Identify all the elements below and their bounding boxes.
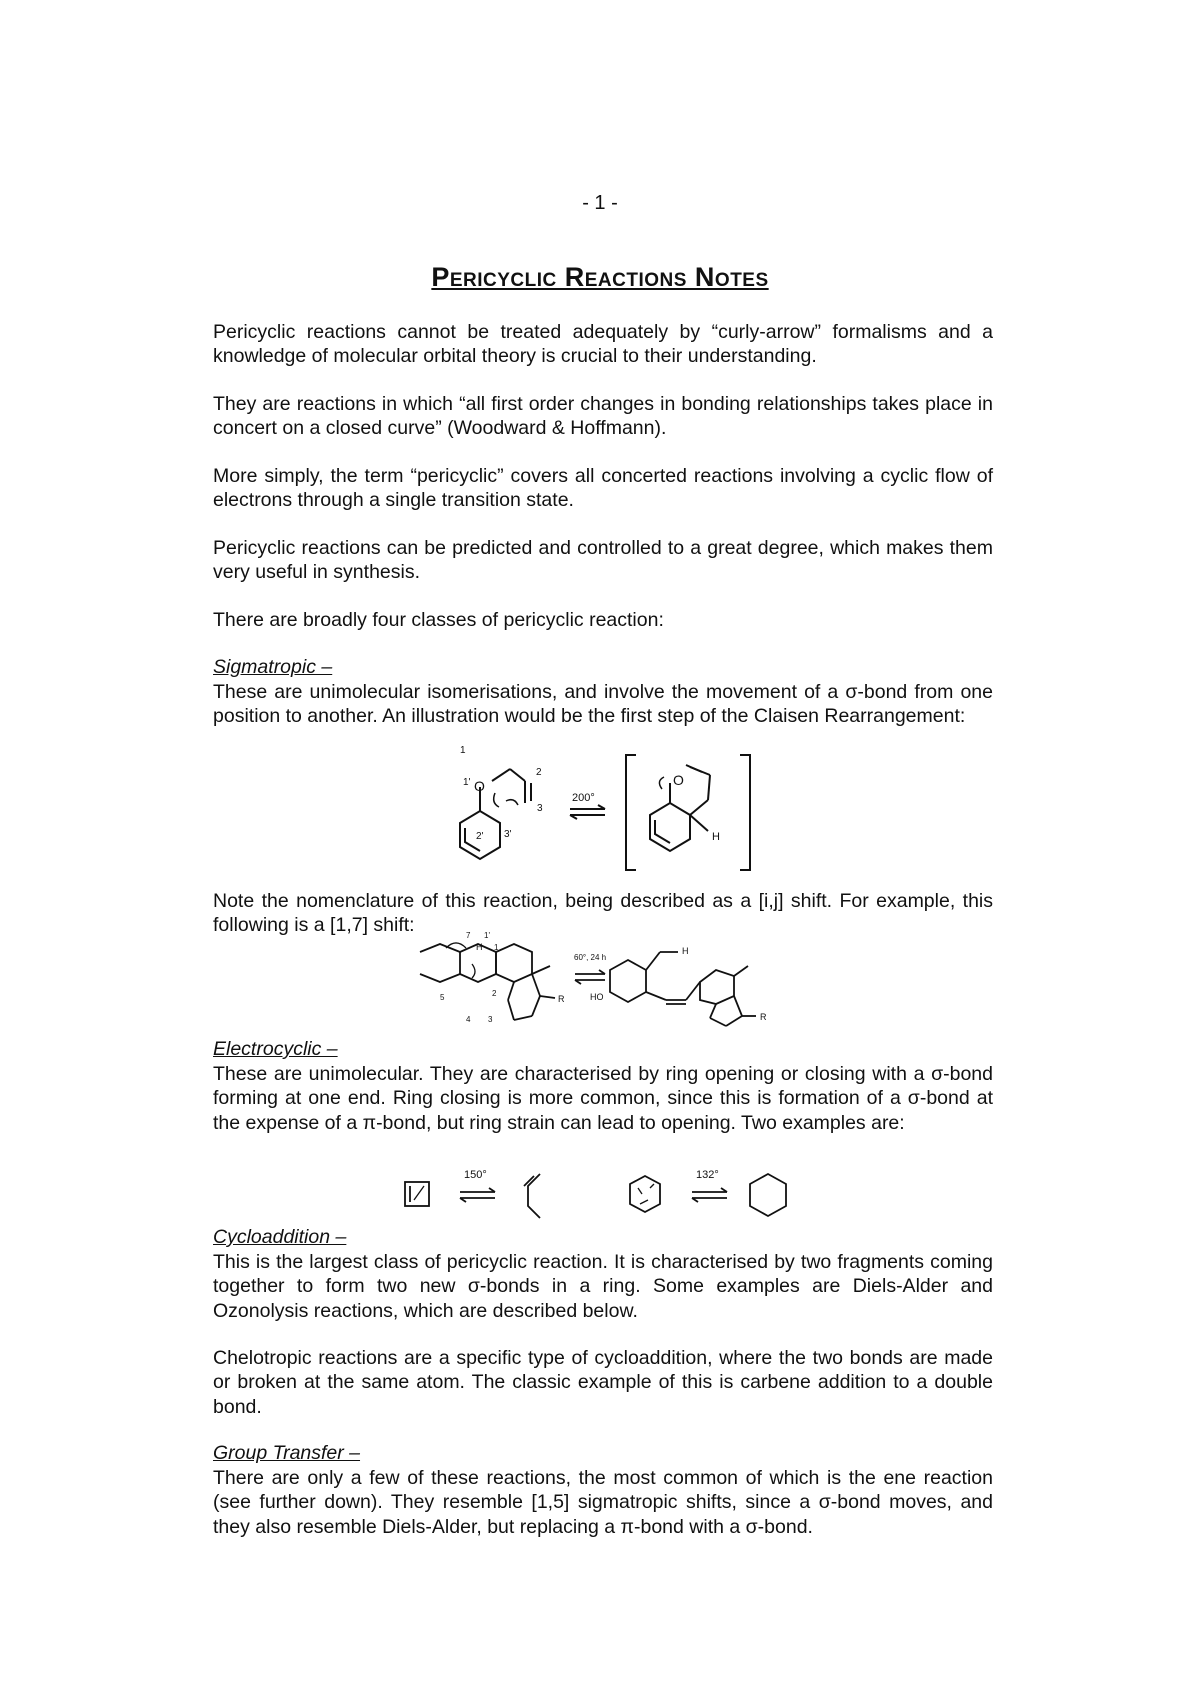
intro-paragraph-5: There are broadly four classes of pericyclic reaction: (213, 609, 664, 631)
shift-label-3: 3 (488, 1015, 493, 1024)
shift-label-1p: 1' (484, 931, 490, 940)
claisen-label-2: 2 (536, 767, 542, 778)
shift-label-1: 1 (494, 943, 499, 952)
shift-label-5: 5 (440, 993, 445, 1002)
claisen-hydrogen: H (712, 831, 720, 843)
shift-label-7: 7 (466, 931, 471, 940)
claisen-label-2p: 2' (476, 831, 484, 842)
cycloaddition-text: This is the largest class of pericyclic reaction. It is characterised by two fragments coming together to form two new σ-bonds in a ring. Some examples are Diels-Alder and Ozonolysis reactions, which are described below. (213, 1251, 993, 1322)
electrocyclic-heading: Electrocyclic – (213, 1038, 338, 1060)
shift-condition: 60°, 24 h (574, 953, 607, 962)
claisen-oxygen: O (474, 778, 485, 794)
electrocyclic-condition-2: 132° (696, 1169, 719, 1181)
claisen-condition: 200° (572, 792, 595, 804)
intro-paragraph-3: More simply, the term “pericyclic” covers all concerted reactions involving a cyclic flow of electrons through a single transition state. (213, 465, 993, 512)
claisen-label-3: 3 (537, 803, 543, 814)
shift-hydrogen-product: H (682, 946, 689, 956)
shift-label-2: 2 (492, 989, 497, 998)
electrocyclic-scheme (400, 1164, 820, 1224)
page-number: - 1 - (582, 192, 618, 214)
claisen-oxygen-product: O (673, 772, 684, 788)
claisen-label-3p: 3' (504, 829, 512, 840)
sigmatropic-text: These are unimolecular isomerisations, and involve the movement of a σ-bond from one position to another. An illustration would be the first step of the Claisen Rearrangement: (213, 681, 993, 728)
claisen-rearrangement-scheme (440, 745, 770, 885)
shift-hydroxyl: HO (590, 992, 604, 1002)
intro-paragraph-4: Pericyclic reactions can be predicted and controlled to a great degree, which makes them very useful in synthesis. (213, 537, 993, 584)
shift-label-4: 4 (466, 1015, 471, 1024)
group-transfer-text: There are only a few of these reactions, the most common of which is the ene reaction (see further down). They resemble [1,5] sigmatropic shifts, since a σ-bond moves, and they also resemble Diels-Alder, but replacing a π-bond with a σ-bond. (213, 1467, 993, 1538)
one-seven-shift-scheme (410, 930, 810, 1035)
shift-r-group-left: R (558, 994, 565, 1004)
claisen-label-1: 1 (460, 745, 466, 756)
shift-r-group-right: R (760, 1012, 767, 1022)
electrocyclic-condition-1: 150° (464, 1169, 487, 1181)
cycloaddition-heading: Cycloaddition – (213, 1226, 347, 1248)
electrocyclic-text: These are unimolecular. They are characterised by ring opening or closing with a σ-bond forming at one end. Ring closing is more common, since this is formation of a σ-bond at the expense of a π-bond, but ring strain can lead to opening. Two examples are: (213, 1063, 993, 1134)
claisen-label-1p: 1' (463, 777, 471, 788)
intro-paragraph-1: Pericyclic reactions cannot be treated adequately by “curly-arrow” formalisms and a knowledge of molecular orbital theory is crucial to their understanding. (213, 321, 993, 368)
shift-hydrogen: H (476, 942, 483, 952)
group-transfer-heading: Group Transfer – (213, 1442, 361, 1464)
sigmatropic-heading: Sigmatropic – (213, 656, 333, 678)
intro-paragraph-2: They are reactions in which “all first order changes in bonding relationships takes place in concert on a closed curve” (Woodward & Hoffmann). (213, 393, 993, 440)
page-title: Pericyclic Reactions Notes (431, 262, 769, 292)
chelotropic-text: Chelotropic reactions are a specific type of cycloaddition, where the two bonds are made or broken at the same atom. The classic example of this is carbene addition to a double bond. (213, 1347, 993, 1418)
nomenclature-note: Note the nomenclature of this reaction, being described as a [i,j] shift. For example, this following is a [1,7] shift: (213, 890, 993, 937)
